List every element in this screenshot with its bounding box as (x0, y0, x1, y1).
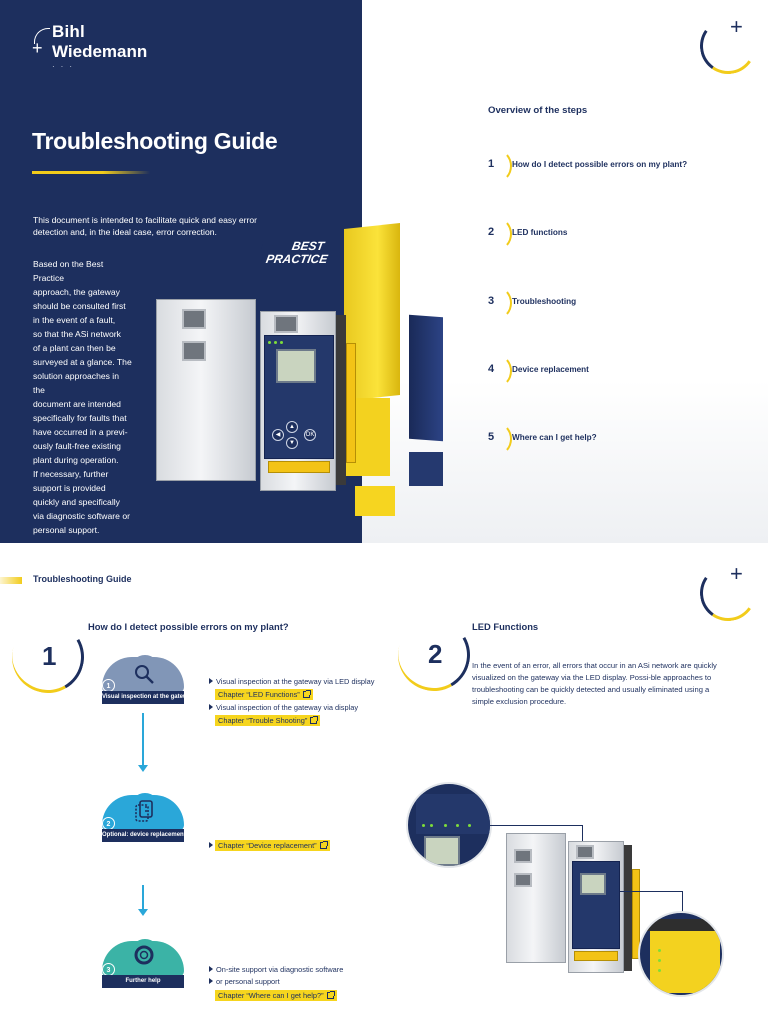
step-label: How do I detect possible errors on my plant? (512, 160, 688, 169)
body-line: via diagnostic software or (33, 511, 130, 521)
section-title-1: How do I detect possible errors on my plant? (88, 621, 289, 632)
device-swap-icon (133, 799, 155, 828)
device-terminal-block (268, 461, 330, 473)
bullet-triangle-icon (209, 704, 213, 710)
gateway-device-illustration (496, 829, 646, 999)
status-led-icon (658, 969, 661, 972)
step-number: 4 (488, 363, 495, 375)
lifebuoy-icon (134, 945, 154, 970)
header-accent-bar (0, 577, 22, 584)
section-number-2 (422, 619, 470, 691)
corner-plus-icon: + (700, 18, 756, 74)
ethernet-port-icon (182, 309, 206, 329)
body-line: personal support. (33, 525, 100, 535)
callout-line (620, 891, 682, 892)
best-practice-badge (262, 240, 328, 266)
bullet-triangle-icon (209, 678, 213, 684)
device-button-icon: ▼ (286, 437, 298, 449)
corner-plus-icon: + (700, 565, 756, 621)
zoom-callout-leds (406, 782, 492, 868)
step-label: Where can I get help? (512, 433, 597, 442)
flow-card-further-help (102, 941, 184, 987)
section-number-1 (36, 621, 84, 693)
bullet-triangle-icon (209, 966, 213, 972)
logo-line1: Bihl (52, 22, 85, 41)
status-led-icon (280, 341, 283, 344)
card-badge: 1 (102, 679, 115, 692)
status-led-icon (274, 341, 277, 344)
bullet-triangle-icon (209, 842, 213, 848)
ethernet-port-icon (576, 845, 594, 859)
status-led-icon (468, 824, 471, 827)
card-caption: Optional: device replacement (102, 829, 184, 842)
card-caption: Further help (102, 975, 184, 988)
gateway-device-illustration (156, 293, 356, 493)
callout-line (490, 825, 582, 826)
running-header: Troubleshooting Guide (33, 574, 132, 584)
card-caption: Visual inspection at the gateway (102, 691, 184, 704)
ethernet-port-icon (182, 341, 206, 361)
magnifier-icon (133, 663, 155, 690)
section-number: 2 (428, 639, 443, 669)
chapter-link-device-replacement[interactable]: Chapter “Device replacement” (215, 840, 330, 851)
zoom-callout-terminal (638, 911, 724, 997)
body-line: of a plant can then be (33, 343, 116, 353)
ethernet-port-icon (274, 315, 298, 333)
external-link-icon (327, 992, 334, 999)
external-link-icon (310, 717, 317, 724)
step-label: LED functions (512, 228, 568, 237)
ethernet-port-icon (514, 849, 532, 863)
section-title-2: LED Functions (472, 621, 539, 632)
body-line: quickly and specifically (33, 497, 120, 507)
bullet-item: or personal support (209, 977, 280, 986)
body-line: support is provided (33, 483, 106, 493)
exclamation-navy-dot (409, 452, 443, 486)
logo-dots: ··· (52, 62, 78, 71)
exclamation-navy-bar (409, 315, 443, 441)
badge-line2: PRACTICE (261, 253, 329, 266)
body-line: have occurred in a previ- (33, 427, 128, 437)
body-line: Based on the Best Practice (33, 259, 104, 283)
step-number: 5 (488, 431, 495, 443)
step-number: 2 (488, 226, 495, 238)
logo-line2: Wiedemann (52, 42, 148, 61)
bullet-item: Visual inspection at the gateway via LED display (209, 677, 374, 686)
device-terminal-strip (624, 845, 632, 971)
chapter-link-led-functions[interactable]: Chapter “LED Functions” (215, 689, 313, 700)
status-led-icon (430, 824, 433, 827)
external-link-icon (303, 691, 310, 698)
body-line: approach, the gateway (33, 287, 120, 297)
body-line: surveyed at a glance. The (33, 357, 132, 367)
body-line: so that the ASi network (33, 329, 121, 339)
body-line: ously fault-free existing (33, 441, 121, 451)
device-terminal-block (574, 951, 618, 961)
ethernet-port-icon (514, 873, 532, 887)
device-lcd-display (580, 873, 606, 895)
device-terminal-strip (336, 315, 346, 485)
device-lcd-display (276, 349, 316, 383)
step-label: Troubleshooting (512, 297, 577, 306)
device-button-icon: ▲ (286, 421, 298, 433)
body-line: solution approaches in the (33, 371, 119, 395)
step-label: Device replacement (512, 365, 589, 374)
content-page (0, 543, 768, 1024)
exclamation-yellow-dot (355, 486, 395, 516)
body-line: in the event of a fault, (33, 315, 116, 325)
device-side-panel (156, 299, 256, 481)
status-led-icon (268, 341, 271, 344)
page-title: Troubleshooting Guide (32, 128, 278, 154)
bullet-item: On-site support via diagnostic software (209, 965, 343, 974)
bullet-item: Visual inspection of the gateway via display (209, 703, 358, 712)
card-badge: 3 (102, 963, 115, 976)
logo-plus-icon: + (32, 38, 43, 58)
step-number: 3 (488, 295, 495, 307)
device-lcd-display (424, 836, 460, 866)
device-terminal-yellow (346, 343, 356, 463)
body-text (33, 257, 133, 537)
chapter-link-where-help[interactable]: Chapter “Where can I get help?” (215, 990, 337, 1001)
flow-card-device-replacement (102, 795, 184, 841)
status-led-icon (658, 949, 661, 952)
device-button-icon: OK (304, 429, 316, 441)
title-underline (32, 171, 150, 174)
intro-text: This document is intended to facilitate quick and easy error detection and, in the ideal case, error correction. (33, 215, 258, 237)
badge-line1: BEST (261, 240, 329, 253)
step-number: 1 (488, 158, 495, 170)
body-line: plant during operation. (33, 455, 119, 465)
section-number: 1 (42, 641, 57, 671)
status-led-icon (658, 959, 661, 962)
device-button-icon: ◀ (272, 429, 284, 441)
external-link-icon (320, 842, 327, 849)
chapter-link-trouble-shooting[interactable]: Chapter “Trouble Shooting” (215, 715, 320, 726)
overview-title: Overview of the steps (488, 105, 588, 116)
led-functions-text: In the event of an error, all errors that occur in an ASi network are quickly visualized on the gateway via the LED display. Possi-ble approaches to troubleshooting can be quickly detected and usually eliminated using a simple exclusion procedure. (472, 661, 717, 706)
bullet-triangle-icon (209, 978, 213, 984)
status-led-icon (444, 824, 447, 827)
body-line: If necessary, further (33, 469, 109, 479)
body-line: should be consulted first (33, 301, 126, 311)
status-led-icon (456, 824, 459, 827)
flow-card-visual-inspection (102, 657, 195, 703)
body-line: document are intended (33, 399, 121, 409)
body-line: specifically for faults that (33, 413, 127, 423)
status-led-icon (422, 824, 425, 827)
card-badge: 2 (102, 817, 115, 830)
